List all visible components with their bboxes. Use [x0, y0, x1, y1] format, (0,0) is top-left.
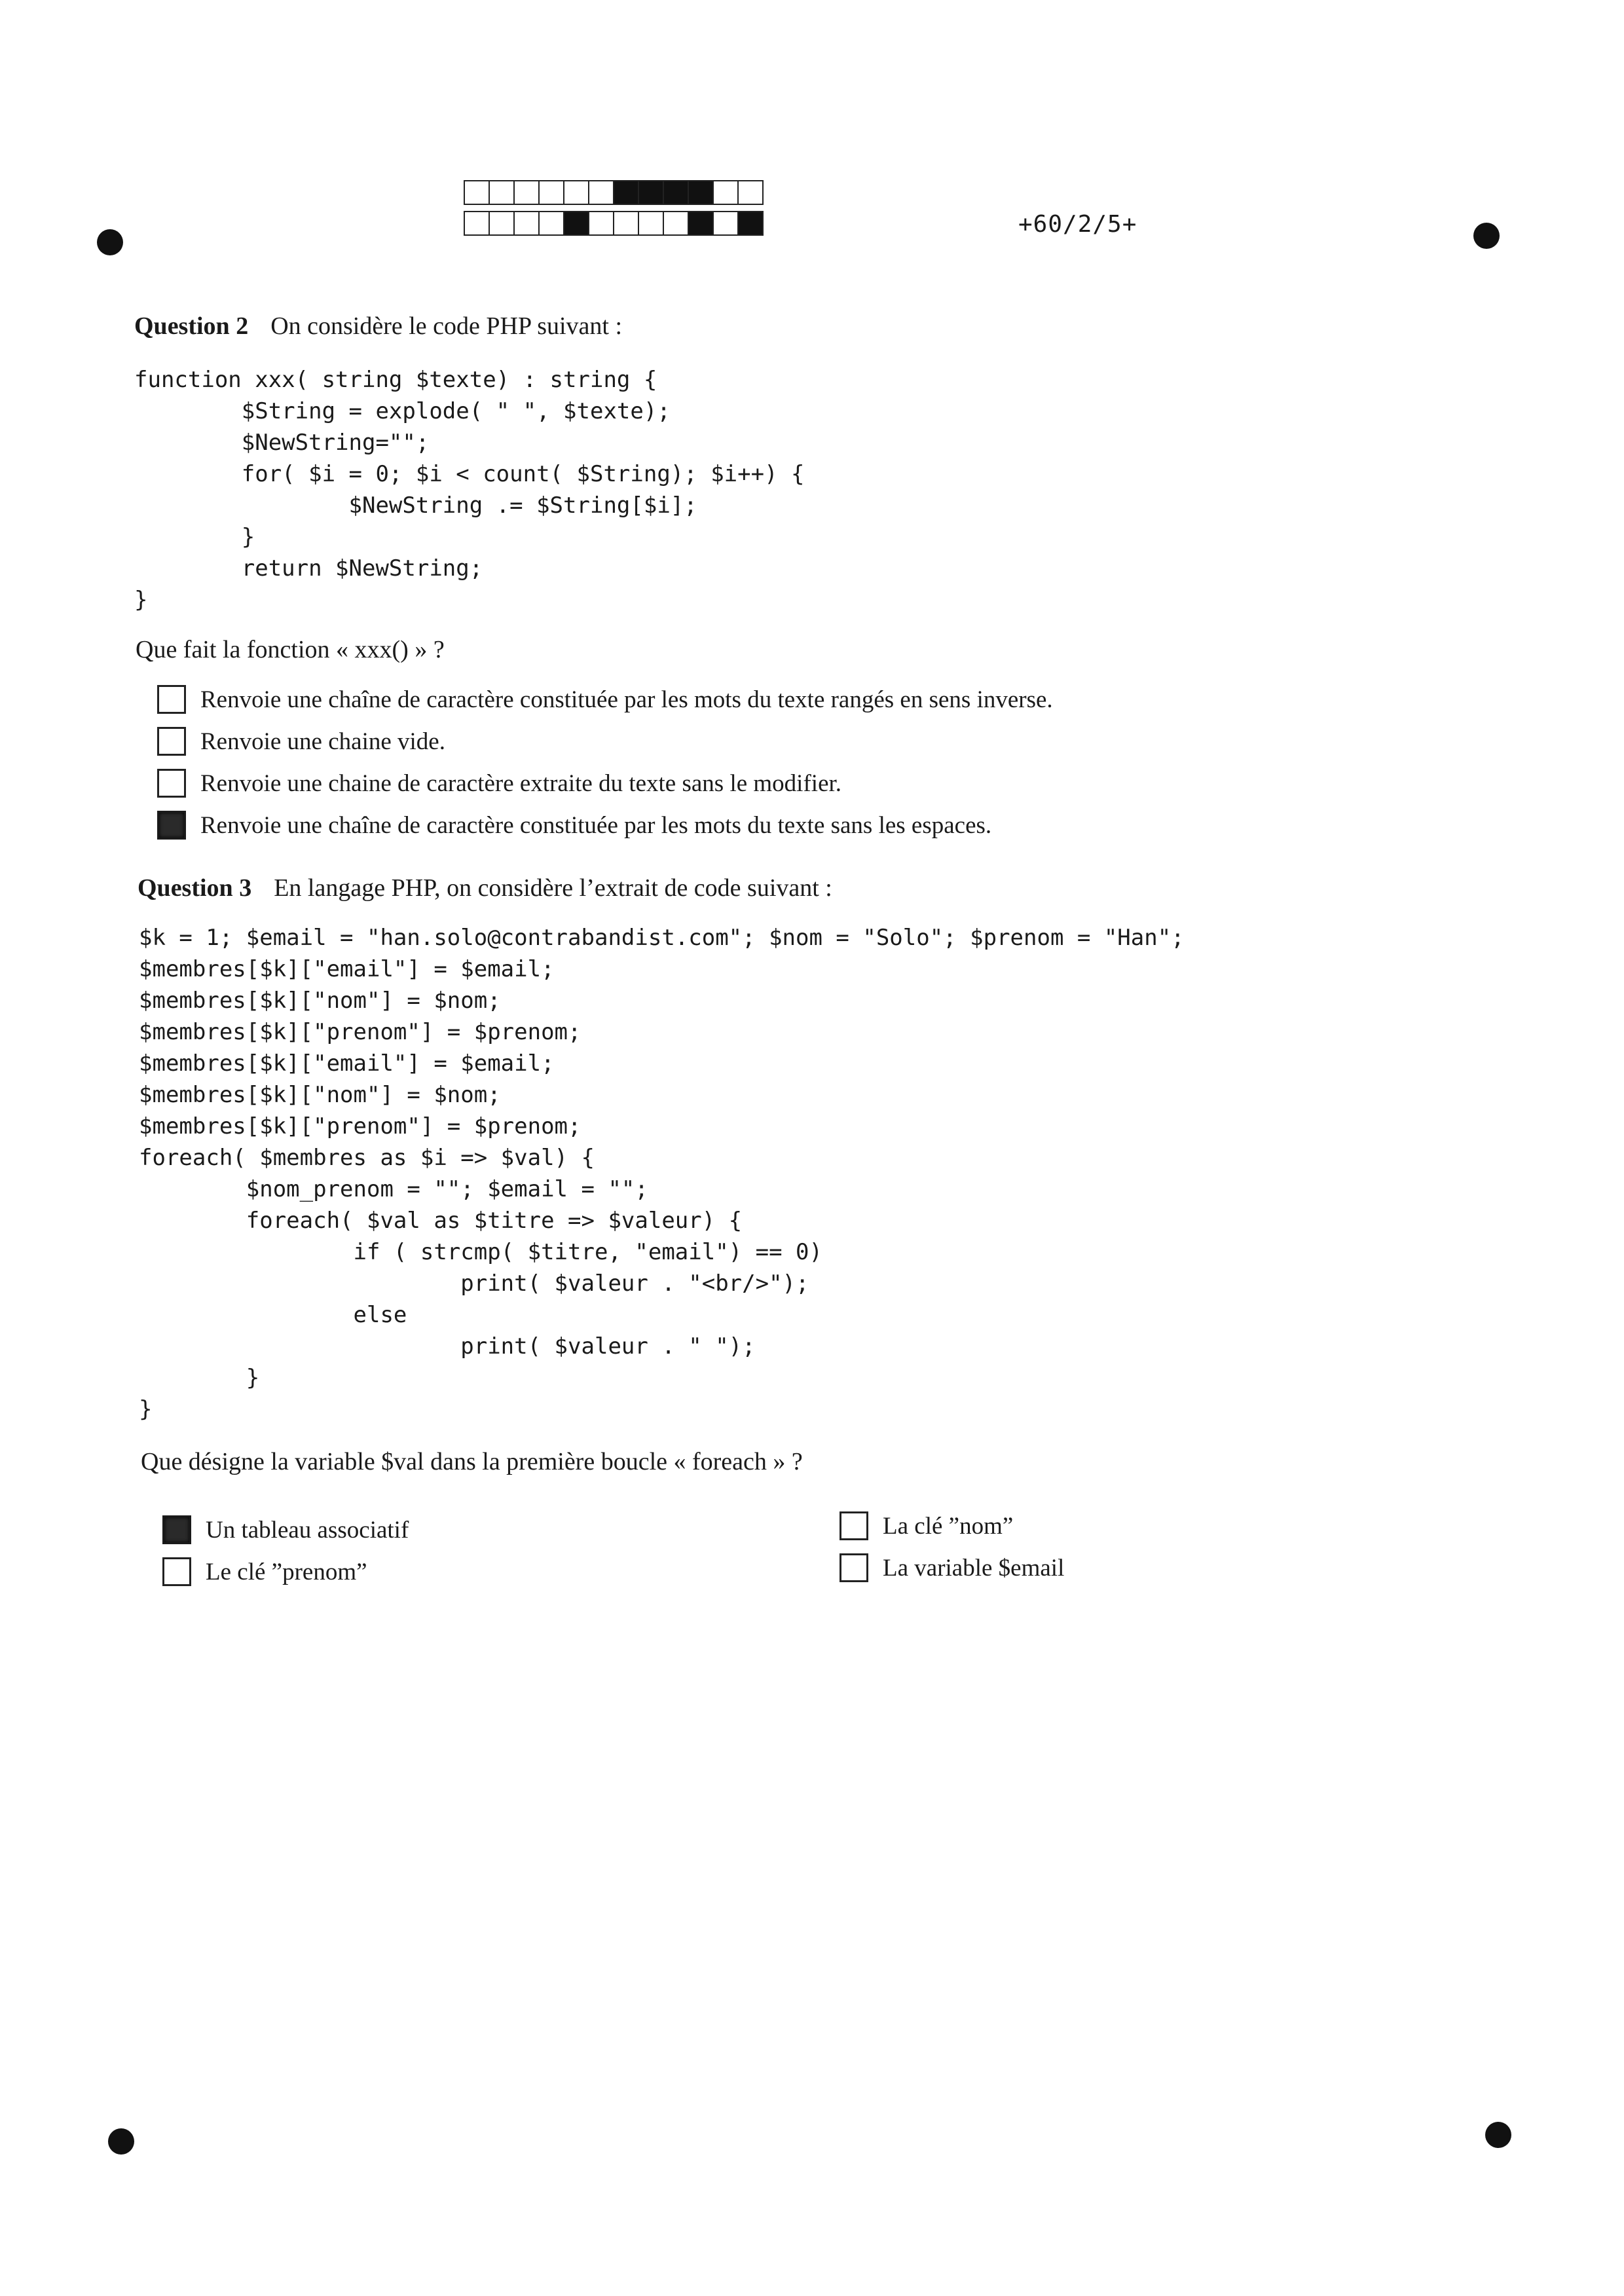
- question-3-answer-1[interactable]: [162, 1514, 409, 1546]
- barcode-cell: [538, 180, 564, 205]
- answer-label: Renvoie une chaine de caractère extraite du texte sans le modifier.: [200, 769, 842, 797]
- answer-label: Le clé ”prenom”: [206, 1558, 367, 1585]
- barcode-cell: [638, 211, 664, 236]
- answer-checkbox[interactable]: [157, 685, 186, 714]
- barcode-cell: [513, 180, 540, 205]
- answer-checkbox[interactable]: [840, 1553, 868, 1582]
- question-2-answer-2[interactable]: [157, 726, 445, 757]
- question-3-intro: En langage PHP, on considère l’extrait de code suivant :: [274, 874, 832, 902]
- question-3-prompt: Que désigne la variable $val dans la première boucle « foreach » ?: [141, 1448, 803, 1475]
- barcode-cell: [737, 180, 764, 205]
- barcode-cell: [663, 180, 689, 205]
- barcode-cell: [663, 211, 689, 236]
- registration-mark-bottom-left: [108, 2128, 134, 2155]
- answer-label: La clé ”nom”: [883, 1512, 1014, 1540]
- barcode-cell: [712, 180, 739, 205]
- barcode-cell: [513, 211, 540, 236]
- barcode-cell: [563, 211, 589, 236]
- question-3-answer-3[interactable]: [162, 1556, 367, 1587]
- registration-mark-top-right: [1473, 223, 1500, 249]
- barcode-cell: [638, 180, 664, 205]
- question-3-label: Question 3: [138, 874, 252, 902]
- barcode-cell: [563, 180, 589, 205]
- answer-checkbox[interactable]: [157, 769, 186, 798]
- question-2-answer-3[interactable]: [157, 768, 841, 799]
- answer-checkbox[interactable]: [157, 727, 186, 756]
- registration-mark-top-left: [97, 229, 123, 255]
- answer-label: Un tableau associatif: [206, 1516, 409, 1544]
- barcode-cell: [489, 180, 515, 205]
- barcode-cell: [588, 211, 614, 236]
- answer-label: La variable $email: [883, 1554, 1065, 1582]
- answer-label: Renvoie une chaine vide.: [200, 728, 445, 755]
- question-2-label: Question 2: [134, 312, 249, 340]
- question-3-code: $k = 1; $email = "han.solo@contrabandist.com"; $nom = "Solo"; $prenom = "Han"; $membres[$k]["email"] = $email; $membres[$k]["nom"] = $nom; $membres[$k]["prenom"] = $prenom; $membres[$k]["email"] = $email; $membres[$k]["nom"] = $nom; $membres[$k]["prenom"] = $prenom; foreach( $membres as $i => $val) { $nom_prenom = ""; $email = ""; foreach( $val as $titre => $valeur) { if ( strcmp( $titre, "email") == 0) print( $valeur . "<br/>"); else print( $valeur . " "); } }: [139, 925, 1185, 1422]
- barcode-cell: [464, 211, 490, 236]
- answer-checkbox[interactable]: [157, 811, 186, 840]
- question-2-heading: [134, 312, 622, 341]
- answer-checkbox[interactable]: [162, 1515, 191, 1544]
- barcode-cell: [688, 211, 714, 236]
- barcode-cell: [538, 211, 564, 236]
- question-2-code: function xxx( string $texte) : string { $String = explode( " ", $texte); $NewString=""; for( $i = 0; $i < count( $String); $i++) { $NewString .= $String[$i]; } return $NewString; }: [134, 367, 805, 613]
- page-id: +60/2/5+: [1018, 211, 1137, 238]
- question-2-intro: On considère le code PHP suivant :: [270, 312, 623, 340]
- barcode-cell: [688, 180, 714, 205]
- question-3-heading: [138, 874, 832, 902]
- barcode-cell: [737, 211, 764, 236]
- barcode-cell: [489, 211, 515, 236]
- barcode-cell: [712, 211, 739, 236]
- question-2-answer-4[interactable]: [157, 809, 991, 841]
- question-2-answer-1[interactable]: [157, 684, 1053, 715]
- answer-checkbox[interactable]: [162, 1557, 191, 1586]
- barcode-cell: [613, 180, 639, 205]
- question-2-prompt: Que fait la fonction « xxx() » ?: [136, 636, 445, 663]
- question-3-answer-2[interactable]: [840, 1510, 1013, 1542]
- barcode-cell: [613, 211, 639, 236]
- question-3-answer-4[interactable]: [840, 1552, 1064, 1583]
- barcode-cell: [588, 180, 614, 205]
- answer-checkbox[interactable]: [840, 1511, 868, 1540]
- answer-label: Renvoie une chaîne de caractère constituée par les mots du texte sans les espaces.: [200, 811, 992, 839]
- answer-label: Renvoie une chaîne de caractère constituée par les mots du texte rangés en sens inverse.: [200, 686, 1053, 713]
- barcode-cell: [464, 180, 490, 205]
- registration-mark-bottom-right: [1485, 2122, 1511, 2148]
